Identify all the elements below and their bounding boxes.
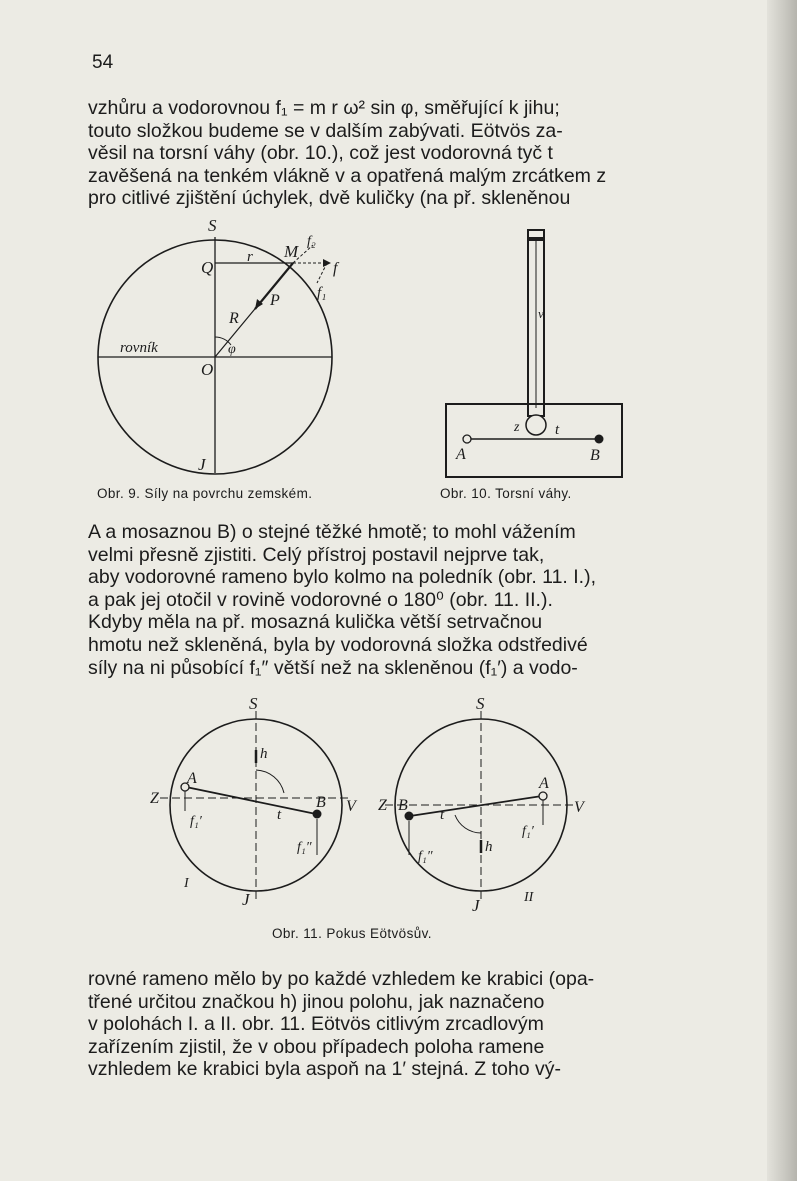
text-line: A a mosaznou B) o stejné těžké hmotě; to mohl vážením xyxy=(88,521,576,543)
paragraph-3 xyxy=(88,968,666,1081)
text-line: a pak jej otočil v rovině vodorovné o 180⁰ (obr. 11. II.). xyxy=(88,588,553,611)
label-t-I: t xyxy=(277,807,282,823)
label-A-II: A xyxy=(539,775,549,792)
label-J-II: J xyxy=(472,896,480,915)
label-roman-II: II xyxy=(524,890,534,905)
arc-I xyxy=(256,770,284,793)
ball-A-II xyxy=(539,792,547,800)
label-P: P xyxy=(270,292,280,309)
label-f1p-I: f₁′ xyxy=(190,814,202,829)
label-J-I: J xyxy=(242,890,250,909)
figure-10-caption: Obr. 10. Torsní váhy. xyxy=(440,486,572,501)
label-f1p-II: f₁′ xyxy=(522,824,534,839)
label-f: f xyxy=(333,260,338,277)
label-S-II: S xyxy=(476,695,485,713)
label-O: O xyxy=(201,360,214,379)
label-t: t xyxy=(555,422,560,438)
bar-II xyxy=(410,796,542,816)
label-B: B xyxy=(590,447,600,464)
label-phi: φ xyxy=(228,342,236,357)
label-Z-I: Z xyxy=(150,790,159,807)
text-line: třené určitou značkou h) jinou polohu, jak naznačeno xyxy=(88,990,545,1013)
text-line: pro citlivé zjištění úchylek, dvě kuličky (na př. skleněnou xyxy=(88,187,571,210)
ball-B xyxy=(595,435,604,444)
text-line: vzhůru a vodorovnou f₁ = m r ω² sin φ, směřující k jihu; xyxy=(88,97,560,119)
page-edge-shadow xyxy=(767,0,797,1181)
text-line: v polohách I. a II. obr. 11. Eötvös citlivým zrcadlovým xyxy=(88,1013,544,1036)
label-R: R xyxy=(229,310,239,327)
label-f1pp-I: f₁″ xyxy=(297,840,312,855)
mirror-z xyxy=(526,415,546,435)
text-line: Kdyby měla na př. mosazná kulička větší setrvačnou xyxy=(88,611,543,634)
ball-A xyxy=(463,435,471,443)
label-h-II: h xyxy=(485,839,493,855)
page-number: 54 xyxy=(92,52,114,73)
label-S: S xyxy=(208,216,217,235)
fig11-position-I xyxy=(150,695,358,909)
text-line: vzhledem ke krabici byla aspoň na 1′ stejná. Z toho vý- xyxy=(88,1058,561,1081)
label-S-I: S xyxy=(249,695,258,713)
label-h-I: h xyxy=(260,746,268,762)
paragraph-2 xyxy=(88,521,666,679)
label-V-II: V xyxy=(574,799,584,816)
text-line: touto složkou budeme se v dalším zabývati. Eötvös za- xyxy=(88,119,563,142)
label-A: A xyxy=(456,446,466,463)
figure-9-caption: Obr. 9. Síly na povrchu zemském. xyxy=(97,486,313,501)
figure-11-caption: Obr. 11. Pokus Eötvösův. xyxy=(272,926,432,941)
label-v: v xyxy=(538,306,544,321)
paragraph-1 xyxy=(88,97,666,210)
label-B-II: B xyxy=(398,797,408,814)
label-f1pp-II: f₁″ xyxy=(418,849,433,864)
label-t-II: t xyxy=(440,807,445,823)
text-line: hmotu než skleněná, byla by vodorovná složka odstředivé xyxy=(88,633,588,656)
text-line: velmi přesně zjistiti. Celý přístroj postavil nejprve tak, xyxy=(88,543,545,566)
label-Z-II: Z xyxy=(378,797,387,814)
label-Q: Q xyxy=(201,258,214,277)
label-roman-I: I xyxy=(184,876,189,891)
figure-11-eotvos-experiment xyxy=(150,695,610,920)
text-line: rovné rameno mělo by po každé vzhledem ke krabici (opa- xyxy=(88,968,595,990)
figure-9-forces-diagram xyxy=(95,215,345,480)
force-f1-arrow xyxy=(317,263,327,283)
arc-II xyxy=(455,815,481,833)
fig11-position-II xyxy=(378,695,586,915)
bar-I xyxy=(186,787,316,814)
text-line: zařízením zjistil, že v obou případech poloha ramene xyxy=(88,1035,545,1058)
text-line: zavěšená na tenkém vlákně v a opatřená malým zrcátkem z xyxy=(88,164,607,187)
label-M: M xyxy=(284,242,299,261)
text-line: aby vodorovné rameno bylo kolmo na poledník (obr. 11. I.), xyxy=(88,566,597,589)
text-line: síly na ni působící f₁″ větší než na skleněnou (f₁′) a vodo- xyxy=(88,656,578,679)
label-B-I: B xyxy=(316,794,326,811)
label-z: z xyxy=(514,420,520,435)
label-r: r xyxy=(247,249,253,265)
label-A-I: A xyxy=(187,770,197,787)
label-f1: f₁ xyxy=(317,285,327,301)
figure-10-torsion-balance xyxy=(440,220,630,482)
label-f2: f₂ xyxy=(307,234,316,249)
label-V-I: V xyxy=(346,798,356,815)
text-line: věsil na torsní váhy (obr. 10.), což jest vodorovná tyč t xyxy=(88,142,553,165)
label-J: J xyxy=(198,455,206,474)
label-equator: rovník xyxy=(120,340,158,356)
